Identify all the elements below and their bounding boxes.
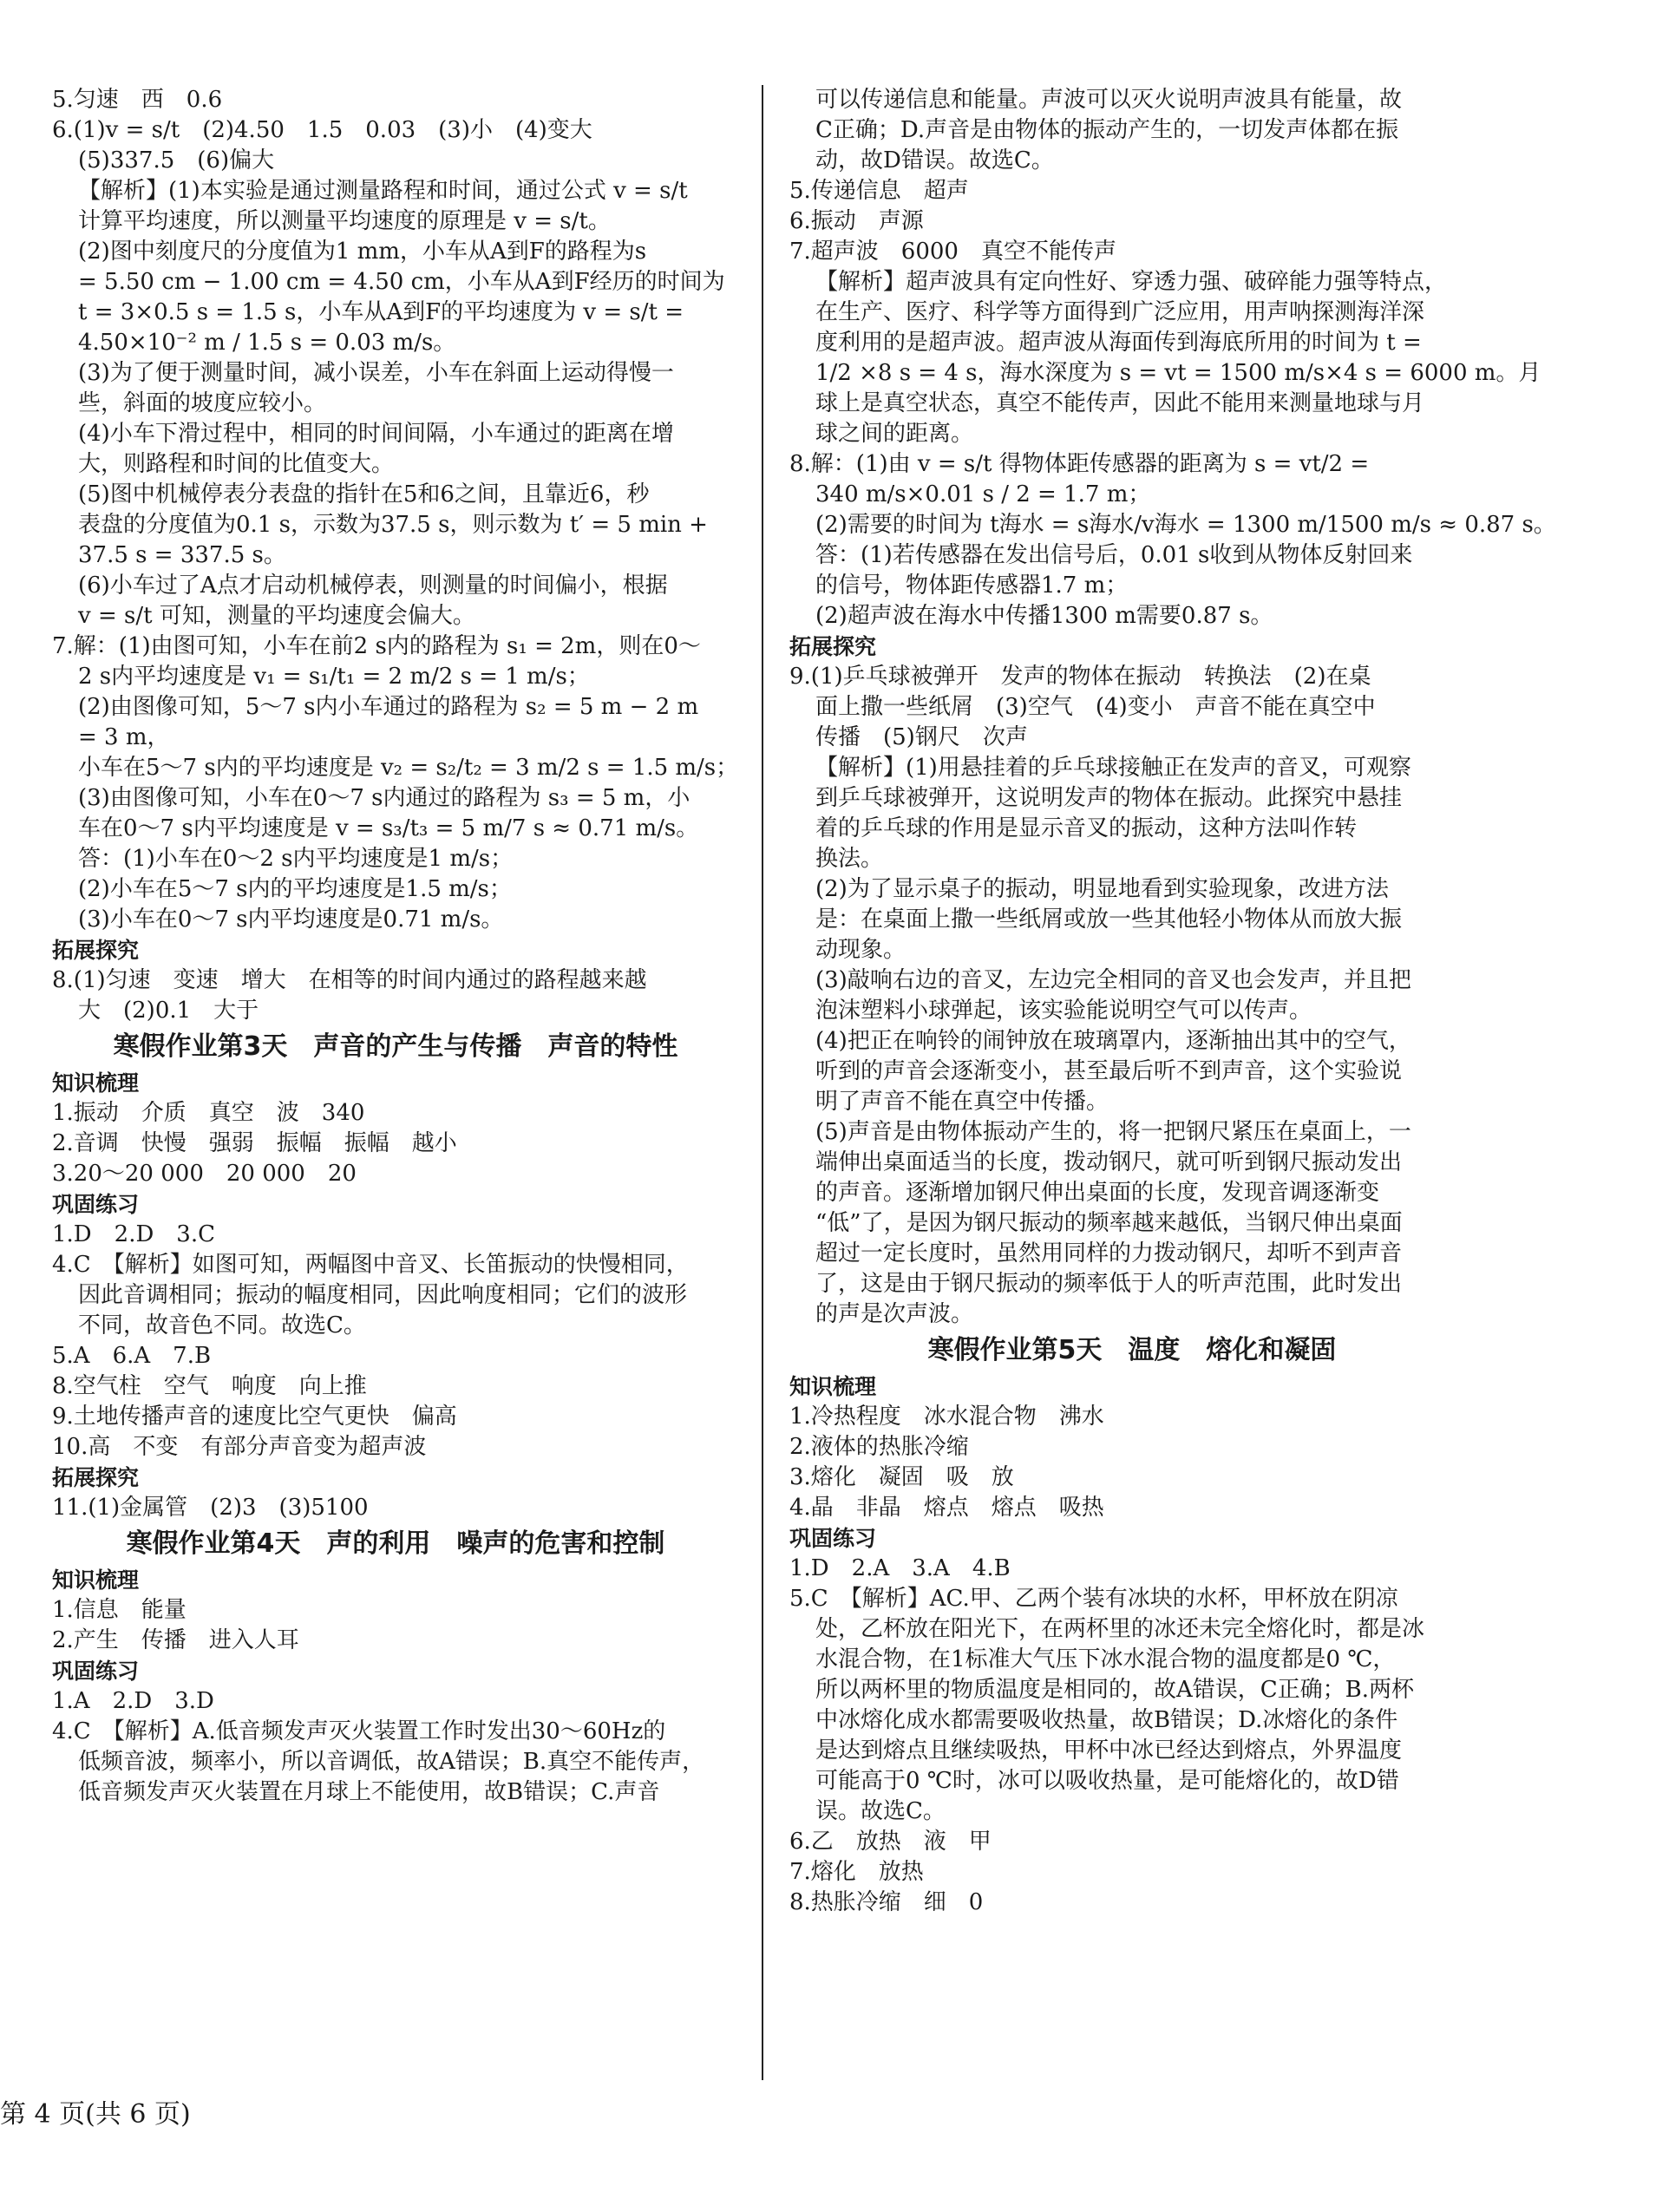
- text-line: (3)为了便于测量时间，减小误差，小车在斜面上运动得慢一: [78, 360, 674, 386]
- text-line: 3.熔化 凝固 吸 放: [789, 1464, 1014, 1490]
- day-title: 寒假作业第5天 温度 熔化和凝固: [927, 1335, 1337, 1365]
- text-line: (3)由图像可知，小车在0～7 s内通过的路程为 s₃ = 5 m，小: [78, 785, 691, 811]
- column-divider: [762, 85, 763, 2080]
- text-line: 车在0～7 s内平均速度是 v = s₃/t₃ = 5 m/7 s ≈ 0.71 m/s。: [78, 815, 699, 841]
- text-line: 中冰熔化成水都需要吸收热量，故B错误；D.冰熔化的条件: [815, 1707, 1398, 1733]
- text-line: 的声是次声波。: [815, 1301, 974, 1327]
- text-line: (2)需要的时间为 t海水 = s海水/v海水 = 1300 m/1500 m/s ≈ 0.87 s。: [815, 512, 1556, 538]
- text-line: 2.液体的热胀冷缩: [789, 1434, 969, 1460]
- text-line: 1.D 2.A 3.A 4.B: [789, 1555, 1011, 1581]
- text-line: 9.土地传播声音的速度比空气更快 偏高: [52, 1404, 457, 1430]
- text-line: 超过一定长度时，虽然用同样的力拨动钢尺，却听不到声音: [815, 1240, 1403, 1266]
- text-line: 1.A 2.D 3.D: [52, 1688, 214, 1714]
- text-line: (4)小车下滑过程中，相同的时间间隔，小车通过的距离在增: [78, 421, 674, 447]
- text-line: 大 (2)0.1 大于: [78, 998, 259, 1024]
- text-line: 4.晶 非晶 熔点 熔点 吸热: [789, 1495, 1104, 1521]
- text-line: = 3 m，: [78, 724, 170, 750]
- text-line: 误。故选C。: [815, 1798, 946, 1824]
- text-line: (5)337.5 (6)偏大: [78, 147, 275, 173]
- text-line: 低音频发声灭火装置在月球上不能使用，故B错误；C.声音: [78, 1779, 660, 1805]
- text-line: 340 m/s×0.01 s / 2 = 1.7 m；: [815, 481, 1151, 507]
- text-line: 【解析】(1)本实验是通过测量路程和时间，通过公式 v = s/t: [78, 178, 688, 204]
- text-line: 明了声音不能在真空中传播。: [815, 1089, 1109, 1115]
- text-line: 的声音。逐渐增加钢尺伸出桌面的长度，发现音调逐渐变: [815, 1180, 1380, 1206]
- section-heading: 巩固练习: [789, 1526, 877, 1551]
- page-footer: 第 4 页(共 6 页): [0, 2099, 191, 2130]
- text-line: 1.D 2.D 3.C: [52, 1221, 216, 1247]
- text-line: = 5.50 cm − 1.00 cm = 4.50 cm，小车从A到F经历的时间为: [78, 269, 725, 295]
- text-line: 是：在桌面上撒一些纸屑或放一些其他轻小物体从而放大振: [815, 906, 1403, 933]
- text-line: 【解析】超声波具有定向性好、穿透力强、破碎能力强等特点，: [815, 269, 1448, 295]
- text-line: (6)小车过了A点才启动机械停表，则测量的时间偏小，根据: [78, 573, 668, 599]
- text-line: 4.C 【解析】A.低音频发声灭火装置工作时发出30～60Hz的: [52, 1718, 666, 1744]
- text-line: (5)声音是由物体振动产生的，将一把钢尺紧压在桌面上，一: [815, 1119, 1411, 1145]
- text-line: 4.C 【解析】如图可知，两幅图中音叉、长笛振动的快慢相同，: [52, 1252, 689, 1278]
- text-line: 球上是真空状态，真空不能传声，因此不能用来测量地球与月: [815, 390, 1425, 416]
- text-line: (2)由图像可知，5～7 s内小车通过的路程为 s₂ = 5 m − 2 m: [78, 694, 699, 720]
- text-line: (2)超声波在海水中传播1300 m需要0.87 s。: [815, 603, 1273, 629]
- text-line: 处，乙杯放在阳光下，在两杯里的冰还未完全熔化时，都是冰: [815, 1616, 1425, 1642]
- text-line: 5.A 6.A 7.B: [52, 1343, 212, 1369]
- text-line: 3.20～20 000 20 000 20: [52, 1161, 357, 1187]
- section-heading: 巩固练习: [52, 1192, 140, 1217]
- text-line: 因此音调相同；振动的幅度相同，因此响度相同；它们的波形: [78, 1282, 688, 1308]
- text-line: 不同，故音色不同。故选C。: [78, 1312, 366, 1338]
- text-line: 5.传递信息 超声: [789, 178, 969, 204]
- text-line: 1.信息 能量: [52, 1597, 187, 1623]
- text-line: 所以两杯里的物质温度是相同的，故A错误，C正确；B.两杯: [815, 1677, 1415, 1703]
- section-heading: 拓展探究: [52, 938, 140, 963]
- text-line: 7.超声波 6000 真空不能传声: [789, 239, 1116, 265]
- text-line: 面上撒一些纸屑 (3)空气 (4)变小 声音不能在真空中: [815, 694, 1376, 720]
- text-line: 球之间的距离。: [815, 421, 974, 447]
- text-line: 10.高 不变 有部分声音变为超声波: [52, 1434, 427, 1460]
- text-line: 6.(1)v = s/t (2)4.50 1.5 0.03 (3)小 (4)变大: [52, 117, 592, 143]
- text-line: 水混合物，在1标准大气压下冰水混合物的温度都是0 ℃，: [815, 1646, 1396, 1672]
- text-line: 度利用的是超声波。超声波从海面传到海底所用的时间为 t =: [815, 330, 1422, 356]
- text-line: (3)小车在0～7 s内平均速度是0.71 m/s。: [78, 906, 504, 933]
- day-title: 寒假作业第4天 声的利用 噪声的危害和控制: [126, 1528, 665, 1559]
- section-heading: 知识梳理: [52, 1070, 140, 1096]
- text-line: 可能高于0 ℃时，冰可以吸收热量，是可能熔化的，故D错: [815, 1768, 1399, 1794]
- text-line: 7.熔化 放热: [789, 1859, 924, 1885]
- left-column: [52, 85, 739, 1808]
- text-line: 是达到熔点且继续吸热，甲杯中冰已经达到熔点，外界温度: [815, 1738, 1403, 1764]
- text-line: (4)把正在响铃的闹钟放在玻璃罩内，逐渐抽出其中的空气，: [815, 1028, 1411, 1054]
- section-heading: 拓展探究: [52, 1465, 140, 1490]
- text-line: 些，斜面的坡度应较小。: [78, 390, 327, 416]
- text-line: (5)图中机械停表分表盘的指针在5和6之间，且靠近6，秒: [78, 481, 650, 507]
- text-line: 2 s内平均速度是 v₁ = s₁/t₁ = 2 m/2 s = 1 m/s；: [78, 664, 590, 690]
- text-line: 端伸出桌面适当的长度，拨动钢尺，就可听到钢尺振动发出: [815, 1149, 1403, 1175]
- text-line: 传播 (5)钢尺 次声: [815, 724, 1028, 750]
- text-line: 2.产生 传播 进入人耳: [52, 1627, 299, 1653]
- text-line: 4.50×10⁻² m / 1.5 s = 0.03 m/s。: [78, 330, 456, 356]
- text-line: 到乒乓球被弹开，这说明发声的物体在振动。此探究中悬挂: [815, 785, 1403, 811]
- text-line: 6.乙 放热 液 甲: [789, 1829, 992, 1855]
- text-line: 【解析】(1)用悬挂着的乒乓球接触正在发声的音叉，可观察: [815, 755, 1411, 781]
- text-line: 1.冷热程度 冰水混合物 沸水: [789, 1404, 1104, 1430]
- text-line: 9.(1)乒乓球被弹开 发声的物体在振动 转换法 (2)在桌: [789, 664, 1371, 690]
- text-line: 5.匀速 西 0.6: [52, 87, 223, 113]
- text-line: 2.音调 快慢 强弱 振幅 振幅 越小: [52, 1130, 457, 1156]
- text-line: 动，故D错误。故选C。: [815, 147, 1054, 173]
- day-title: 寒假作业第3天 声音的产生与传播 声音的特性: [113, 1031, 678, 1062]
- text-line: 了，这是由于钢尺振动的频率低于人的听声范围，此时发出: [815, 1271, 1403, 1297]
- section-heading: 拓展探究: [789, 634, 877, 659]
- text-line: t = 3×0.5 s = 1.5 s，小车从A到F的平均速度为 v = s/t =: [78, 299, 684, 325]
- section-heading: 巩固练习: [52, 1659, 140, 1684]
- text-line: (2)图中刻度尺的分度值为1 mm，小车从A到F的路程为s: [78, 239, 647, 265]
- text-line: 在生产、医疗、科学等方面得到广泛应用，用声呐探测海洋深: [815, 299, 1425, 325]
- text-line: 答：(1)小车在0～2 s内平均速度是1 m/s；: [78, 846, 514, 872]
- text-line: 8.解：(1)由 v = s/t 得物体距传感器的距离为 s = vt/2 =: [789, 451, 1370, 477]
- text-line: 7.解：(1)由图可知，小车在前2 s内的路程为 s₁ = 2m，则在0～: [52, 633, 701, 659]
- text-line: 可以传递信息和能量。声波可以灭火说明声波具有能量，故: [815, 87, 1403, 113]
- text-line: “低”了，是因为钢尺振动的频率越来越低，当钢尺伸出桌面: [815, 1210, 1403, 1236]
- text-line: (3)敲响右边的音叉，左边完全相同的音叉也会发声，并且把: [815, 967, 1411, 993]
- text-line: 8.(1)匀速 变速 增大 在相等的时间内通过的路程越来越: [52, 967, 647, 993]
- text-line: 计算平均速度，所以测量平均速度的原理是 v = s/t。: [78, 208, 611, 234]
- text-line: v = s/t 可知，测量的平均速度会偏大。: [78, 603, 475, 629]
- text-line: 1.振动 介质 真空 波 340: [52, 1100, 365, 1126]
- text-line: 小车在5～7 s内的平均速度是 v₂ = s₂/t₂ = 3 m/2 s = 1.5 m/s；: [78, 755, 739, 781]
- text-line: 大，则路程和时间的比值变大。: [78, 451, 395, 477]
- text-line: 11.(1)金属管 (2)3 (3)5100: [52, 1495, 369, 1521]
- text-line: 的信号，物体距传感器1.7 m；: [815, 573, 1129, 599]
- text-line: 37.5 s = 337.5 s。: [78, 542, 286, 568]
- right-column: [789, 85, 1556, 1918]
- section-heading: 知识梳理: [789, 1374, 877, 1399]
- text-line: 8.空气柱 空气 响度 向上推: [52, 1373, 367, 1399]
- text-line: 表盘的分度值为0.1 s，示数为37.5 s，则示数为 t′ = 5 min +: [78, 512, 708, 538]
- text-line: 6.振动 声源: [789, 208, 924, 234]
- text-line: (2)为了显示桌子的振动，明显地看到实验现象，改进方法: [815, 876, 1389, 902]
- text-line: 泡沫塑料小球弹起，该实验能说明空气可以传声。: [815, 998, 1312, 1024]
- text-line: 答：(1)若传感器在发出信号后，0.01 s收到从物体反射回来: [815, 542, 1413, 568]
- text-line: 换法。: [815, 846, 884, 872]
- text-line: 5.C 【解析】AC.甲、乙两个装有冰块的水杯，甲杯放在阴凉: [789, 1586, 1398, 1612]
- text-line: 动现象。: [815, 937, 906, 963]
- text-line: 8.热胀冷缩 细 0: [789, 1889, 984, 1915]
- text-line: (2)小车在5～7 s内的平均速度是1.5 m/s；: [78, 876, 512, 902]
- section-heading: 知识梳理: [52, 1567, 140, 1593]
- text-line: 1/2 ×8 s = 4 s，海水深度为 s = vt = 1500 m/s×4 s = 6000 m。月: [815, 360, 1541, 386]
- text-line: C正确；D.声音是由物体的振动产生的，一切发声体都在振: [815, 117, 1399, 143]
- text-line: 听到的声音会逐渐变小，甚至最后听不到声音，这个实验说: [815, 1058, 1403, 1084]
- text-line: 着的乒乓球的作用是显示音叉的振动，这种方法叫作转: [815, 815, 1358, 841]
- text-line: 低频音波，频率小，所以音调低，故A错误；B.真空不能传声，: [78, 1749, 705, 1775]
